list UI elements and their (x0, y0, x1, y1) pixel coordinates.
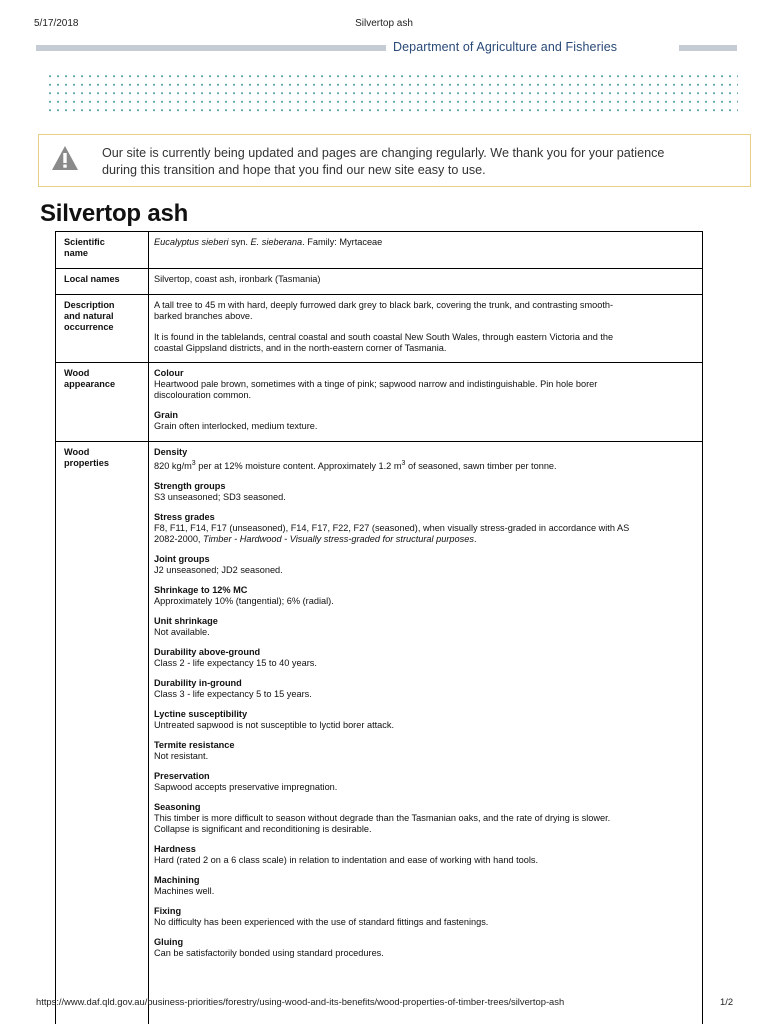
dotted-pattern-decoration (46, 72, 738, 112)
syn-text: syn. (228, 237, 251, 247)
machining-section (154, 875, 689, 897)
superscript: 3 (191, 460, 196, 467)
synonym-name: E. sieberana (250, 237, 303, 247)
superscript: 3 (401, 460, 406, 467)
print-date: 5/17/2018 (34, 18, 79, 29)
text-line: It is found in the tablelands, central coastal and south coastal New South Wales, through eastern Victoria and the (154, 332, 614, 342)
table-row-scientific-name (56, 231, 702, 269)
text-line: Not available. (154, 627, 210, 638)
text-line: Grain often interlocked, medium texture. (154, 421, 318, 431)
label-line: Description (64, 300, 115, 310)
grain-section (154, 410, 689, 432)
text-line: S3 unseasoned; SD3 seasoned. (154, 492, 286, 503)
section-heading: Grain (154, 410, 178, 420)
row-label (64, 368, 144, 390)
text-line: Hard (rated 2 on a 6 class scale) in relation to indentation and ease of working with hand tools. (154, 855, 539, 866)
label-line: appearance (64, 379, 116, 389)
row-label: Local names (64, 274, 120, 284)
section-heading: Joint groups (154, 554, 210, 565)
warning-icon (51, 145, 79, 171)
occurrence-paragraph (154, 332, 689, 354)
standard-title: Timber - Hardwood - Visually stress-graded for structural purposes (203, 534, 474, 545)
text-line: No difficulty has been experienced with the use of standard fittings and fastenings. (154, 917, 489, 928)
print-page-number: 1/2 (720, 996, 734, 1007)
colour-section (154, 368, 689, 401)
banner-rule-right (679, 45, 737, 51)
label-line: Wood (64, 447, 90, 457)
text-line: discolouration common. (154, 390, 252, 400)
text-line: A tall tree to 45 m with hard, deeply furrowed dark grey to black bark, covering the trunk, and contrasting smooth- (154, 300, 614, 310)
section-heading: Density (154, 447, 188, 457)
text-line: J2 unseasoned; JD2 seasoned. (154, 565, 283, 576)
section-heading: Gluing (154, 937, 184, 948)
print-page-title: Silvertop ash (355, 18, 413, 29)
section-heading: Strength groups (154, 481, 226, 492)
label-line: and natural (64, 311, 114, 321)
text-line: coastal Gippsland districts, and in the north-eastern corner of Tasmania. (154, 343, 447, 353)
section-heading: Stress grades (154, 512, 215, 523)
notice-message (102, 145, 722, 179)
density-section (154, 447, 689, 472)
row-label (64, 237, 144, 259)
species-name: Eucalyptus sieberi (154, 237, 229, 247)
department-banner (36, 41, 737, 55)
site-update-notice (38, 134, 751, 187)
text-line: Class 3 - life expectancy 5 to 15 years. (154, 689, 312, 700)
description-paragraph (154, 300, 689, 322)
department-logo-link[interactable]: Department of Agriculture and Fisheries (393, 40, 618, 54)
text-line: F8, F11, F14, F17 (unseasoned), F14, F17, F22, F27 (seasoned), when visually stress-graded in accordance with AS (154, 523, 630, 534)
termite-resistance-section (154, 740, 689, 762)
density-text: per at 12% moisture content. Approximately 1.2 m (195, 461, 402, 472)
table-row-local-names (56, 268, 702, 295)
text-line: Can be satisfactorily bonded using standard procedures. (154, 948, 384, 959)
row-label (64, 300, 144, 333)
text-line: This timber is more difficult to season without degrade than the Tasmanian oaks, and the rate of drying is slower. (154, 813, 611, 824)
page-title: Silvertop ash (40, 200, 189, 227)
label-line: properties (64, 458, 109, 468)
gluing-section (154, 937, 689, 959)
hardness-section (154, 844, 689, 866)
text-line (154, 534, 689, 545)
unit-shrinkage-section (154, 616, 689, 638)
row-value (154, 237, 689, 248)
notice-line-1: Our site is currently being updated and pages are changing regularly. We thank you for your patience (102, 146, 665, 160)
section-heading: Unit shrinkage (154, 616, 218, 627)
label-line: occurrence (64, 322, 114, 332)
fixing-section (154, 906, 689, 928)
family-text: . Family: Myrtaceae (302, 237, 383, 247)
label-line: Wood (64, 368, 90, 378)
section-heading: Termite resistance (154, 740, 235, 751)
text-line: Class 2 - life expectancy 15 to 40 years. (154, 658, 317, 669)
text-line: Not resistant. (154, 751, 209, 762)
banner-rule-left (36, 45, 386, 51)
strength-groups-section (154, 481, 689, 503)
density-text: of seasoned, sawn timber per tonne. (405, 461, 557, 472)
text-line: Sapwood accepts preservative impregnation. (154, 782, 338, 793)
section-heading: Lyctine susceptibility (154, 709, 248, 720)
text-line: Collapse is significant and reconditioning is desirable. (154, 824, 372, 835)
text-line (154, 458, 689, 472)
text-line: Machines well. (154, 886, 215, 897)
section-heading: Colour (154, 368, 184, 378)
section-heading: Durability above-ground (154, 647, 261, 658)
stress-grades-section (154, 512, 689, 545)
label-line: name (64, 248, 89, 258)
table-row-description (56, 294, 702, 363)
table-row-wood-properties (56, 441, 702, 1024)
seasoning-section (154, 802, 689, 835)
timber-properties-table (55, 231, 703, 1024)
text-line: barked branches above. (154, 311, 253, 321)
durability-above-ground-section (154, 647, 689, 669)
section-heading: Machining (154, 875, 200, 886)
row-label (64, 447, 144, 469)
section-heading: Seasoning (154, 802, 201, 813)
punctuation: . (473, 534, 477, 545)
print-footer-url: https://www.daf.qld.gov.au/business-priorities/forestry/using-wood-and-its-benefits/wood-properties-of-timber-trees/silvertop-ash (36, 996, 565, 1007)
notice-line-2: during this transition and hope that you find our new site easy to use. (102, 163, 486, 177)
row-value: Silvertop, coast ash, ironbark (Tasmania) (154, 274, 321, 284)
section-heading: Fixing (154, 906, 182, 917)
joint-groups-section (154, 554, 689, 576)
section-heading: Preservation (154, 771, 210, 782)
section-heading: Hardness (154, 844, 196, 855)
preservation-section (154, 771, 689, 793)
section-heading: Shrinkage to 12% MC (154, 585, 248, 596)
text-line: Untreated sapwood is not susceptible to lyctid borer attack. (154, 720, 395, 731)
text-line: Approximately 10% (tangential); 6% (radial). (154, 596, 334, 607)
shrinkage-section (154, 585, 689, 607)
label-line: Scientific (64, 237, 105, 247)
text-line: Heartwood pale brown, sometimes with a tinge of pink; sapwood narrow and indistinguishable. Pin hole borer (154, 379, 598, 389)
row-value (154, 447, 689, 968)
density-value: 820 kg/m (154, 461, 192, 472)
section-heading: Durability in-ground (154, 678, 242, 689)
durability-in-ground-section (154, 678, 689, 700)
lyctine-susceptibility-section (154, 709, 689, 731)
row-value (154, 368, 689, 441)
table-row-wood-appearance (56, 362, 702, 442)
standard-number: 2082-2000, (154, 534, 204, 545)
row-value (154, 300, 689, 364)
